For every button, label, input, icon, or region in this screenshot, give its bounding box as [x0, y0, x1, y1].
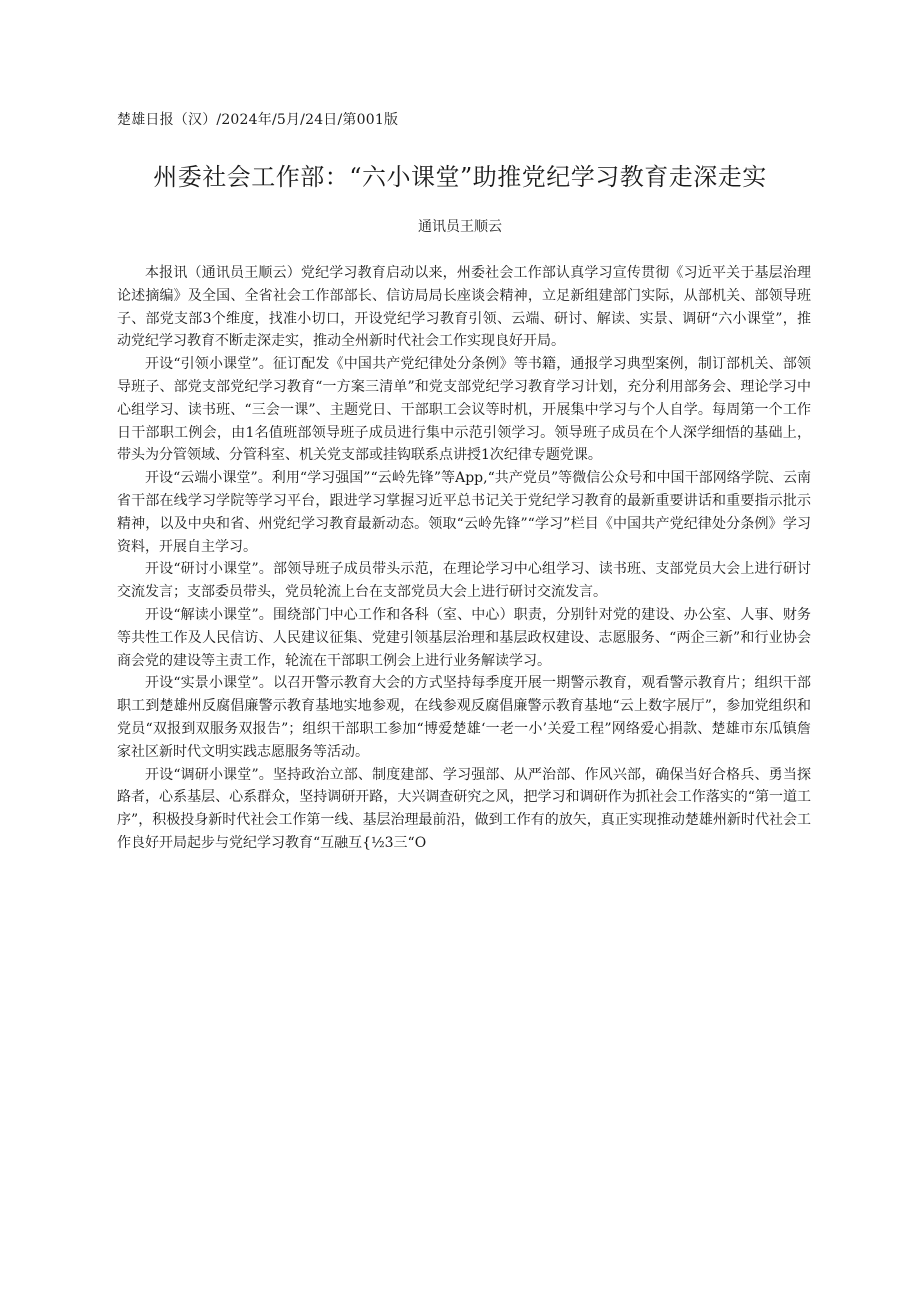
paragraph: 开设“解读小课堂”。围绕部门中心工作和各科（室、中心）职责，分别针对党的建设、办公室、人事、财务等共性工作及人民信访、人民建议征集、党建引领基层治理和基层政权建设、志愿服务、“两企三新”和行业协会商会党的建设等主责工作，轮流在干部职工例会上进行业务解读学习。 [117, 606, 811, 669]
article-headline: 州委社会工作部：“六小课堂”助推党纪学习教育走深走实 [153, 163, 767, 191]
article-body [117, 262, 811, 855]
paragraph: 开设“调研小课堂”。坚持政治立部、制度建部、学习强部、从严治部、作风兴部，确保当好合格兵、勇当探路者，心系基层、心系群众，坚持调研开路，大兴调查研究之风，把学习和调研作为抓社会工作落实的“第一道工序”，积极投身新时代社会工作第一线、基层治理最前沿，做到工作有的放矢，真正实现推动楚雄州新时代社会工作良好开局起步与党纪学习教育“互融互{½3三“O [117, 766, 811, 851]
paragraph: 开设“实景小课堂”。以召开警示教育大会的方式坚持每季度开展一期警示教育，观看警示教育片；组织干部职工到楚雄州反腐倡廉警示教育基地实地参观，在线参观反腐倡廉警示教育基地“云上数字展厅”，参加党组织和党员“双报到双服务双报告”；组织干部职工参加“博爱楚雄‘一老一小’关爱工程”网络爱心捐款、楚雄市东瓜镇詹家社区新时代文明实践志愿服务等活动。 [117, 675, 811, 760]
source-line: 楚雄日报（汉）/2024年/5月/24日/第001版 [117, 112, 399, 128]
paragraph: 本报讯（通讯员王顺云）党纪学习教育启动以来，州委社会工作部认真学习宣传贯彻《习近平关于基层治理论述摘编》及全国、全省社会工作部部长、信访局局长座谈会精神，立足新组建部门实际，从部机关、部领导班子、部党支部3个维度，找准小切口，开设党纪学习教育引领、云端、研讨、解读、实景、调研“六小课堂”，推动党纪学习教育不断走深走实，推动全州新时代社会工作实现良好开局。 [117, 265, 811, 350]
paragraph: 开设“引领小课堂”。征订配发《中国共产党纪律处分条例》等书籍，通报学习典型案例，制订部机关、部领导班子、部党支部党纪学习教育“一方案三清单”和党支部党纪学习教育学习计划，充分利用部务会、理论学习中心组学习、读书班、“三会一课”、主题党日、干部职工会议等时机，开展集中学习与个人自学。每周第一个工作日干部职工例会，由1名值班部领导班子成员进行集中示范引领学习。领导班子成员在个人深学细悟的基础上，带头为分管领域、分管科室、机关党支部或挂钩联系点讲授1次纪律专题党课。 [117, 356, 811, 464]
paragraph: 开设“云端小课堂”。利用“学习强国”“云岭先锋”等App,“共产党员”等微信公众号和中国干部网络学院、云南省干部在线学习学院等学习平台，跟进学习掌握习近平总书记关于党纪学习教育的最新重要讲话和重要指示批示精神，以及中央和省、州党纪学习教育最新动态。领取“云岭先锋”“学习”栏目《中国共产党纪律处分条例》学习资料，开展自主学习。 [117, 470, 811, 555]
article-byline: 通讯员王顺云 [418, 219, 502, 235]
paragraph: 开设“研讨小课堂”。部领导班子成员带头示范，在理论学习中心组学习、读书班、支部党员大会上进行研讨交流发言；支部委员带头，党员轮流上台在支部党员大会上进行研讨交流发言。 [117, 561, 811, 601]
